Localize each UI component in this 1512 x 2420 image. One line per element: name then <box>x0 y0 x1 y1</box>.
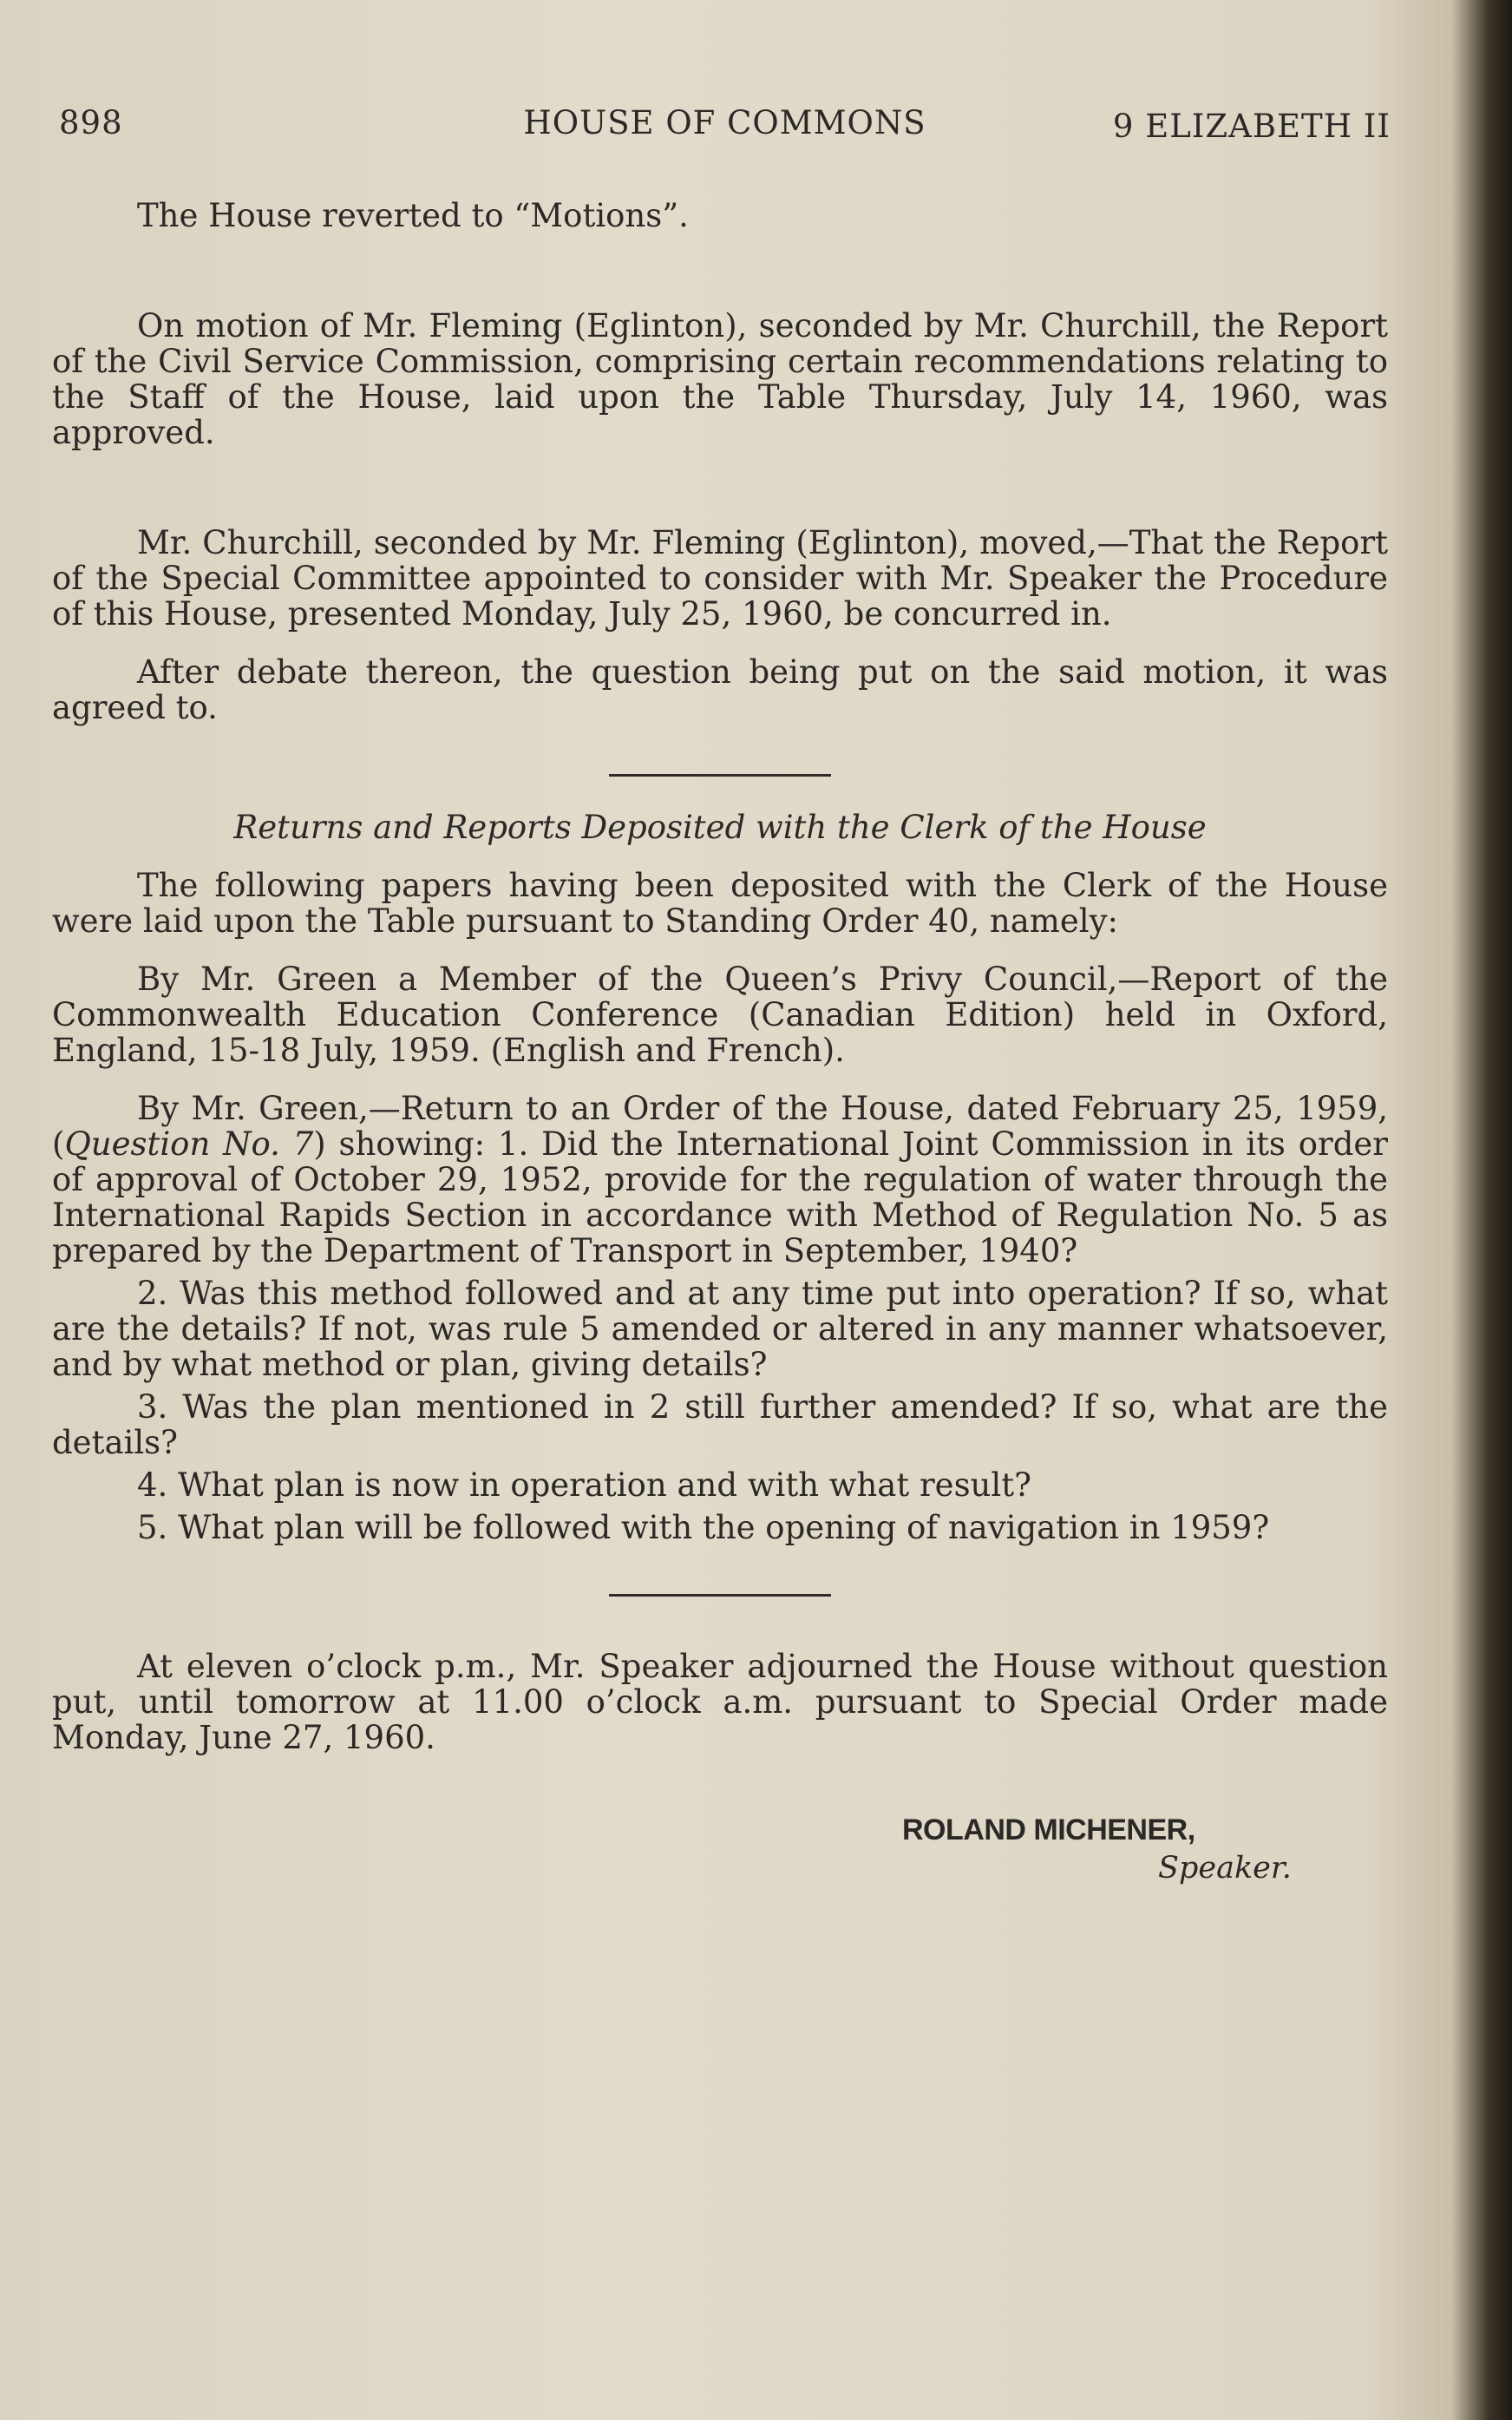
regnal-year: 9 ELIZABETH II <box>1112 108 1391 145</box>
return-lead-text: By Mr. Green,—Return to an Order of the House, dated February 25, 1959, ( <box>52 1090 1388 1163</box>
page-number: 898 <box>59 104 123 141</box>
papers-intro-paragraph: The following papers having been deposited with the Clerk of the House were laid upon the Table pursuant to Standing Order 40, namely: <box>52 867 1388 940</box>
section-heading: Returns and Reports Deposited with the Clerk of the House <box>233 809 1207 846</box>
page-body <box>52 198 1388 1899</box>
green-report-paragraph: By Mr. Green a Member of the Queen’s Privy Council,—Report of the Commonwealth Education Conference (Canadian Edition) held in Oxford, England, 15-18 July, 1959. (English and French). <box>52 961 1388 1069</box>
question-4-paragraph: 4. What plan is now in operation and with what result? <box>137 1466 1031 1504</box>
motion-fleming-paragraph: On motion of Mr. Fleming (Eglinton), seconded by Mr. Churchill, the Report of the Civil Service Commission, comprising certain recommendations relating to the Staff of the House, laid upon the Table Thursday, July 14, 1960, was approved. <box>52 307 1388 451</box>
after-debate-paragraph: After debate thereon, the question being put on the said motion, it was agreed to. <box>52 653 1388 726</box>
reverted-paragraph: The House reverted to “Motions”. <box>137 197 689 234</box>
closing-divider <box>609 1594 831 1597</box>
signature-block <box>52 1813 1388 1899</box>
page-header <box>59 104 1391 156</box>
question-3-paragraph: 3. Was the plan mentioned in 2 still further amended? If so, what are the details? <box>52 1388 1388 1461</box>
motion-churchill-paragraph: Mr. Churchill, seconded by Mr. Fleming (Eglinton), moved,—That the Report of the Special Committee appointed to consider with Mr. Speaker the Procedure of this House, presented Monday, July 25, 1960, be concurred in. <box>52 524 1388 633</box>
journal-title: HOUSE OF COMMONS <box>523 104 926 141</box>
question-2-paragraph: 2. Was this method followed and at any time put into operation? If so, what are the details? If not, was rule 5 amended or altered in any manner whatsoever, and by what method or plan, giving details? <box>52 1275 1388 1383</box>
section-divider <box>609 774 831 777</box>
return-question-1-text: ) showing: 1. Did the International Joint Commission in its order of approval of October 29, 1952, provide for the regulation of water through the International Rapids Section in accordance with Method of Regulation No. 5 as prepared by the Department of Transport in September, 1940? <box>52 1125 1388 1269</box>
return-paragraph <box>52 1091 1388 1269</box>
speaker-title: Speaker. <box>1158 1851 1292 1886</box>
question-reference: Question No. 7 <box>64 1125 314 1163</box>
question-5-paragraph: 5. What plan will be followed with the opening of navigation in 1959? <box>137 1509 1270 1546</box>
adjournment-paragraph: At eleven o’clock p.m., Mr. Speaker adjourned the House without question put, until tomorrow at 11.00 o’clock a.m. pursuant to Special Order made Monday, June 27, 1960. <box>52 1648 1388 1756</box>
speaker-name: ROLAND MICHENER, <box>902 1813 1195 1846</box>
